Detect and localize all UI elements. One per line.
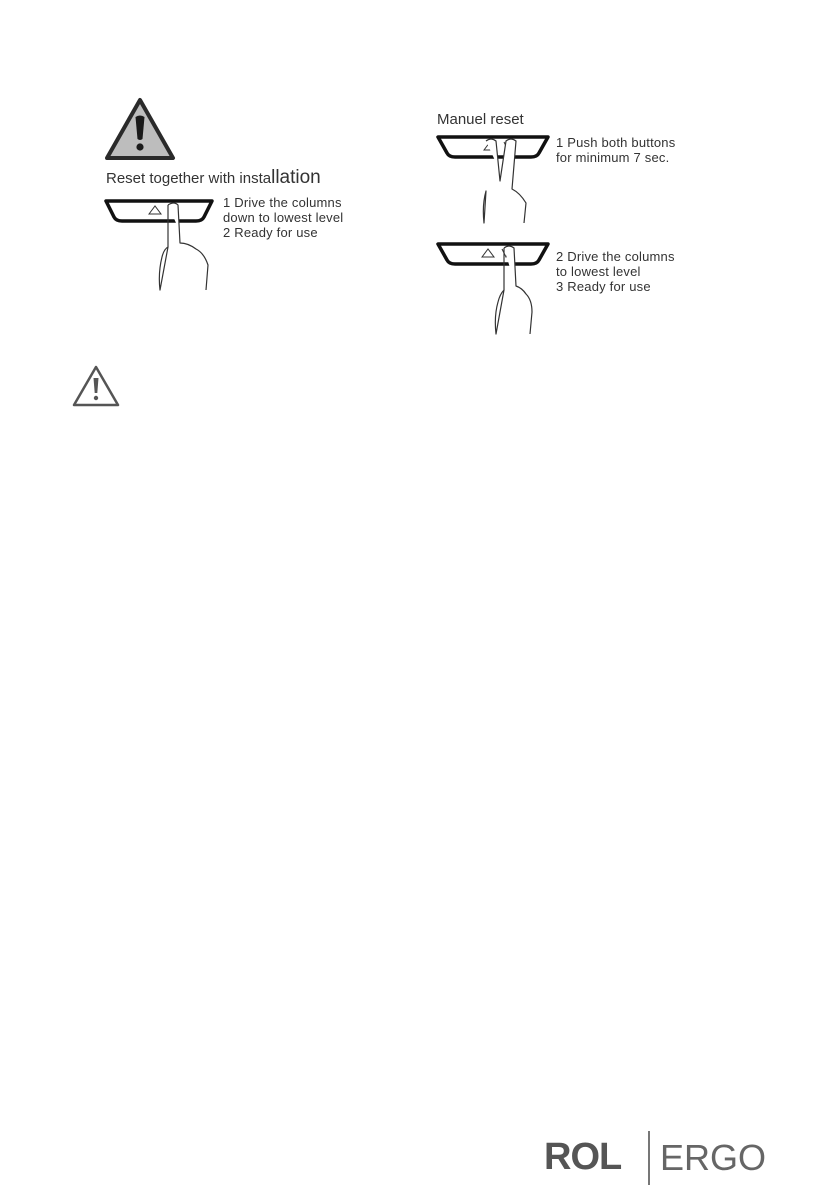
- logo-divider: [648, 1131, 650, 1185]
- right-steps-a: [556, 135, 675, 165]
- step-line: 1 Drive the columns: [223, 195, 342, 210]
- step-line: 3 Ready for use: [556, 279, 651, 294]
- step-line: 2 Drive the columns: [556, 249, 675, 264]
- right-steps-b: [556, 249, 675, 294]
- logo-rol-text: ROL: [544, 1136, 622, 1178]
- logo-ergo-text: ERGO: [660, 1137, 767, 1178]
- control-panel-icon: [436, 240, 550, 336]
- warning-triangle-icon: [104, 97, 176, 161]
- control-panel-icon: [104, 195, 214, 295]
- step-line: down to lowest level: [223, 210, 344, 225]
- step-line: 1 Push both buttons: [556, 135, 676, 150]
- section-title-reset-installation: Reset together with installation: [106, 167, 321, 188]
- step-line: to lowest level: [556, 264, 641, 279]
- step-line: for minimum 7 sec.: [556, 150, 670, 165]
- brand-logo: [544, 1128, 774, 1188]
- left-steps: [223, 195, 343, 240]
- section-title-manual-reset: Manuel reset: [437, 111, 524, 128]
- control-panel-icon: [436, 133, 550, 225]
- warning-triangle-icon: [71, 364, 121, 408]
- step-line: 2 Ready for use: [223, 225, 318, 240]
